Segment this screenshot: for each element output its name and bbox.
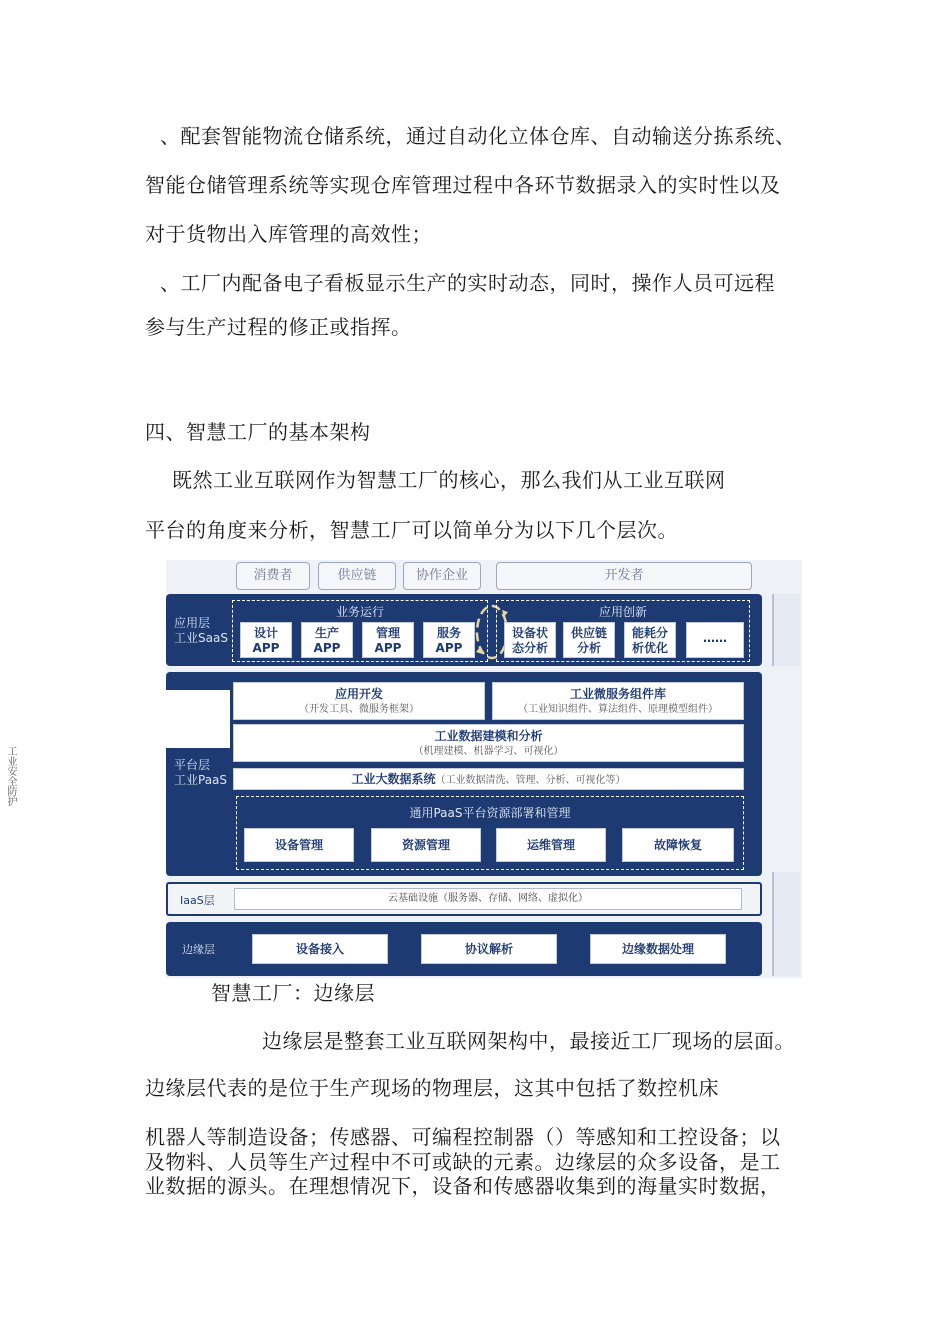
- inno-app: 设备状 态分析: [504, 622, 556, 658]
- paas-mgmt-title: 通用PaaS平台资源部署和管理: [409, 806, 571, 820]
- security-column: [772, 594, 800, 666]
- paragraph-line: 智能仓储管理系统等实现仓库管理过程中各环节数据录入的实时性以及: [145, 173, 781, 197]
- platform-layer-label: 平台层 工业PaaS: [174, 758, 228, 787]
- paragraph-line: 边缘层是整套工业互联网架构中，最接近工厂现场的层面。: [262, 1029, 795, 1053]
- microservice-box: 工业微服务组件库 （工业知识组件、算法组件、原理模型组件）: [492, 682, 744, 720]
- architecture-diagram: [166, 560, 802, 978]
- modeling-box: 工业数据建模和分析 （机理建模、机器学习、可视化）: [233, 724, 744, 762]
- iaas-content: 云基础设施（服务器、存储、网络、虚拟化）: [234, 888, 742, 910]
- iaas-label: IaaS层: [180, 894, 215, 907]
- section-subheading: 智慧工厂：边缘层: [211, 981, 375, 1005]
- bigdata-box: 工业大数据系统（工业数据清洗、管理、分析、可视化等）: [233, 768, 744, 790]
- paragraph-line: 既然工业互联网作为智慧工厂的核心，那么我们从工业互联网: [172, 468, 726, 492]
- paragraph-line: 对于货物出入库管理的高效性；: [145, 222, 432, 246]
- paragraph-line: 、配套智能物流仓储系统，通过自动化立体仓库、自动输送分拣系统、: [160, 124, 796, 148]
- edge-item: 协议解析: [421, 934, 557, 964]
- app-layer-label: 应用层 工业SaaS: [174, 616, 228, 645]
- paragraph-line: 业数据的源头。在理想情况下，设备和传感器收集到的海量实时数据，: [145, 1174, 781, 1198]
- user-pill: 供应链: [318, 562, 396, 590]
- inno-app: 能耗分 析优化: [624, 622, 676, 658]
- user-pill: 协作企业: [403, 562, 481, 590]
- paragraph-line: 边缘层代表的是位于生产现场的物理层，这其中包括了数控机床: [145, 1076, 719, 1100]
- side-note: 工业安全防护: [5, 746, 16, 806]
- paragraph-line: 平台的角度来分析，智慧工厂可以简单分为以下几个层次。: [145, 518, 678, 542]
- inno-app: 供应链 分析: [563, 622, 615, 658]
- ops-title: 业务运行: [335, 605, 384, 619]
- section-heading: 四、智慧工厂的基本架构: [145, 420, 371, 444]
- inno-app: ……: [686, 622, 744, 658]
- paragraph-line: 参与生产过程的修正或指挥。: [145, 315, 412, 339]
- ops-app: 管理 APP: [362, 622, 414, 658]
- ops-app: 生产 APP: [301, 622, 353, 658]
- edge-label: 边缘层: [182, 943, 215, 956]
- paragraph-line: 、工厂内配备电子看板显示生产的实时动态，同时，操作人员可远程: [160, 271, 775, 295]
- mgmt-item: 设备管理: [244, 828, 354, 862]
- mgmt-item: 运维管理: [496, 828, 606, 862]
- edge-item: 边缘数据处理: [590, 934, 726, 964]
- edge-item: 设备接入: [252, 934, 388, 964]
- inno-title: 应用创新: [598, 605, 647, 619]
- ops-app: 服务 APP: [423, 622, 475, 658]
- security-column: [772, 872, 800, 976]
- mgmt-item: 故障恢复: [622, 828, 734, 862]
- app-dev-box: 应用开发 （开发工具、微服务框架）: [233, 682, 485, 720]
- paragraph-line: 机器人等制造设备；传感器、可编程控制器（）等感知和工控设备；以: [145, 1125, 781, 1149]
- user-pill: 消费者: [236, 562, 310, 590]
- user-pill: 开发者: [496, 562, 752, 590]
- mgmt-item: 资源管理: [371, 828, 481, 862]
- platform-notch: [166, 690, 230, 748]
- paragraph-line: 及物料、人员等生产过程中不可或缺的元素。边缘层的众多设备，是工: [145, 1150, 781, 1174]
- ops-app: 设计 APP: [240, 622, 292, 658]
